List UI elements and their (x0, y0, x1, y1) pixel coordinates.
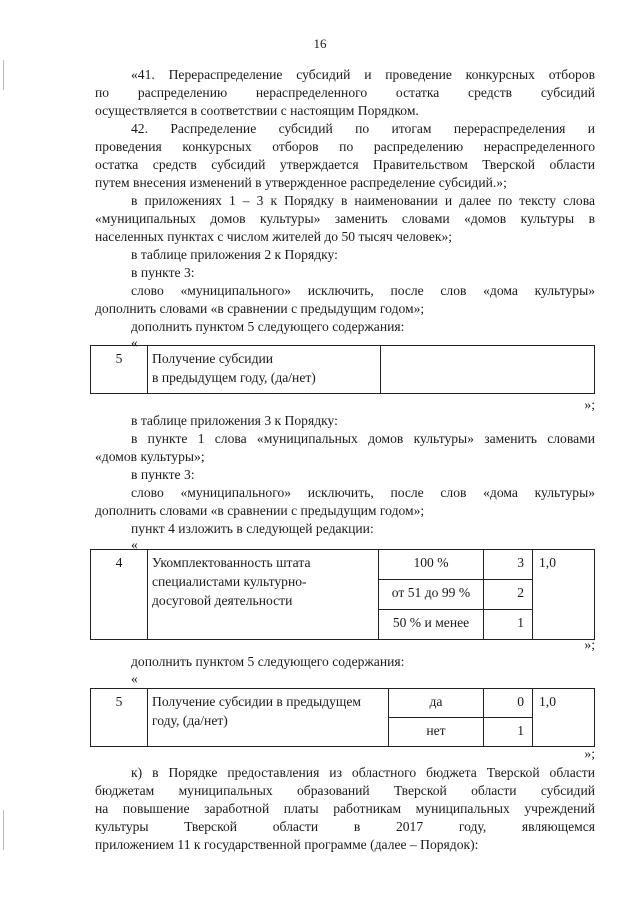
quote-close-3: »; (584, 746, 595, 761)
paragraph-41-line-2: по распределению нераспределенного остатка средств субсидий (95, 85, 595, 100)
table-cell-criterion: да (389, 689, 484, 718)
table-cell-criterion: 100 % (379, 550, 484, 580)
table-cell-criterion: нет (389, 718, 484, 747)
clause-3-heading-b: в пункте 3: (131, 467, 195, 482)
appendix-3-heading: в таблице приложения 3 к Порядку: (131, 413, 338, 428)
appendix-paragraph-line-3: населенных пунктах с числом жителей до 50 тысяч человек»; (95, 229, 453, 244)
table-cell-description-line-3: досуговой деятельности (152, 593, 293, 608)
clause-3-text-b-line-2: дополнить словами «в сравнении с предыдущим годом»; (95, 503, 425, 518)
page-number: 16 (313, 36, 327, 51)
clause-3-text-b-line-1: слово «муниципального» исключить, после слов «дома культуры» (131, 485, 595, 500)
paragraph-k-line-3: на повышение заработной платы работникам муниципальных учреждений (95, 801, 595, 816)
appendix-paragraph-line-2: «муниципальных домов культуры» заменить словами «домов культуры в (95, 211, 595, 226)
paragraph-42-line-4: путем внесения изменений в утвержденное распределение субсидий.»; (95, 175, 507, 190)
paragraph-41-line-1: «41. Перераспределение субсидий и проведение конкурсных отборов (131, 67, 595, 82)
paragraph-k-line-1: к) в Порядке предоставления из областного бюджета Тверской области (131, 765, 595, 780)
table-cell-description-line-2: году, (да/нет) (152, 713, 228, 728)
table-cell-weight: 1,0 (533, 550, 595, 640)
clause-3-text-a-line-2: дополнить словами «в сравнении с предыдущим годом»; (95, 301, 425, 316)
table-cell-description-line-2: в предыдущем году, (да/нет) (152, 370, 316, 385)
quote-open-3: « (131, 671, 138, 686)
table-cell-score: 0 (484, 689, 533, 718)
clause-1-text-line-1: в пункте 1 слова «муниципальных домов культуры» заменить словами (131, 431, 595, 446)
table-cell-weight: 1,0 (533, 689, 595, 747)
table-cell-description-line-2: специалистами культурно- (152, 574, 307, 589)
appendix-paragraph-line-1: в приложениях 1 – 3 к Порядку в наименовании и далее по тексту слова (131, 193, 595, 208)
table-appendix-3-clause-4 (90, 549, 595, 640)
clause-3-heading-a: в пункте 3: (131, 265, 195, 280)
table-cell-description-line-1: Укомплектованность штата (152, 555, 311, 570)
table-cell-score: 1 (484, 718, 533, 747)
paragraph-k-line-2: бюджетам муниципальных образований Тверской области субсидий (95, 783, 595, 798)
add-clause-5-heading-b: дополнить пунктом 5 следующего содержания: (131, 654, 405, 669)
clause-3-text-a-line-1: слово «муниципального» исключить, после слов «дома культуры» (131, 283, 595, 298)
table-cell-criterion: 50 % и менее (379, 610, 484, 640)
clause-4-heading: пункт 4 изложить в следующей редакции: (131, 521, 374, 536)
table-cell-criterion: от 51 до 99 % (379, 580, 484, 610)
paragraph-42-line-2: проведения конкурсных отборов по распределению нераспределенного (95, 139, 595, 154)
table-cell-description-line-1: Получение субсидии в предыдущем (152, 694, 362, 709)
paragraph-k-line-5: приложением 11 к государственной программе (далее – Порядок): (95, 837, 479, 852)
table-cell-description (148, 346, 381, 394)
quote-open-1: « (131, 335, 138, 350)
table-cell-value (381, 346, 595, 394)
clause-1-text-line-2: «домов культуры»; (95, 449, 205, 464)
table-cell-number: 4 (91, 550, 148, 640)
paragraph-41-line-3: осуществляется в соответствии с настоящим Порядком. (95, 103, 419, 118)
appendix-2-heading: в таблице приложения 2 к Порядку: (131, 247, 338, 262)
paragraph-42-line-1: 42. Распределение субсидий по итогам перераспределения и (131, 121, 595, 136)
table-cell-score: 3 (484, 550, 533, 580)
table-appendix-2-clause-5 (90, 345, 595, 394)
table-cell-number: 5 (91, 346, 148, 394)
table-cell-number: 5 (91, 689, 148, 747)
table-cell-description (148, 689, 389, 747)
table-appendix-3-clause-5 (90, 688, 595, 747)
scan-margin-mark (3, 60, 4, 90)
quote-close-2: »; (584, 637, 595, 652)
add-clause-5-heading-a: дополнить пунктом 5 следующего содержания: (131, 319, 405, 334)
table-cell-score: 2 (484, 580, 533, 610)
table-cell-description-line-1: Получение субсидии (152, 351, 274, 366)
quote-close-1: »; (584, 397, 595, 412)
table-cell-description (148, 550, 379, 640)
paragraph-42-line-3: остатка средств субсидий утверждается Правительством Тверской области (95, 157, 595, 172)
quote-open-2: « (131, 537, 138, 552)
scan-margin-mark (3, 810, 4, 850)
table-cell-score: 1 (484, 610, 533, 640)
paragraph-k-line-4: культуры Тверской области в 2017 году, являющемся (95, 819, 595, 834)
